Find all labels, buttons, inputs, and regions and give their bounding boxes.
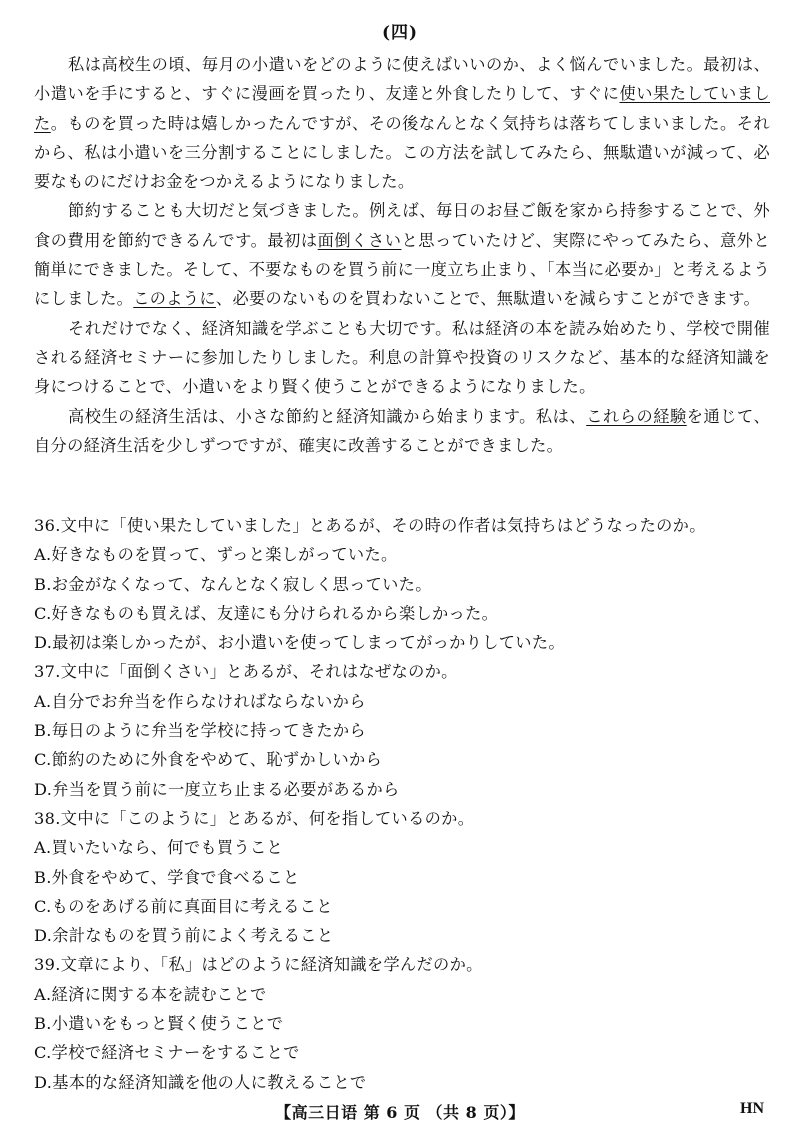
passage-text: 高校生の経済生活は、小さな節約と経済知識から始まります。私は、 [68, 406, 587, 426]
underlined-phrase: これらの経験 [586, 406, 687, 426]
question-stem: 38.文中に「このように」とあるが、何を指しているのか。 [34, 808, 475, 828]
question-38 [34, 804, 770, 950]
question-stem: 39.文章により、「私」はどのように経済知識を学んだのか。 [34, 955, 483, 975]
underlined-phrase: 使い果たしていました [34, 84, 770, 133]
passage-text: 節約することも大切だと気づきました。例えば、毎日のお昼ご飯を家から持参することで、外食の費用を節約できるんです。最初は [34, 201, 770, 250]
answer-option-b: B.お金がなくなって、なんとなく寂しく思っていた。 [34, 574, 432, 594]
question-36 [34, 511, 770, 657]
answer-option-d: D.弁当を買う前に一度立ち止まる必要があるから [34, 779, 400, 799]
question-39 [34, 950, 770, 1096]
passage-text: 、必要のないものを買わないことで、無駄遣いを減らすことができます。 [215, 289, 761, 309]
answer-option-d: D.最初は楽しかったが、お小遣いを使ってしまってがっかりしていた。 [34, 633, 565, 653]
answer-option-a: A.経済に関する本を読むことで [34, 984, 267, 1004]
question-37 [34, 657, 770, 803]
answer-option-b: B.小遣いをもっと賢く使うことで [34, 1014, 284, 1034]
answer-option-c: C.節約のために外食をやめて、恥ずかしいから [34, 750, 383, 770]
page-footer: 【高三日语 第 6 页 （共 8 页）】 [275, 1103, 525, 1122]
answer-option-c: C.学校で経済セミナーをすることで [34, 1043, 300, 1063]
passage-paragraph-3 [34, 314, 770, 402]
passage-text: を通じて、自分の経済生活を少しずつですが、確実に改善することができました。 [34, 406, 770, 455]
underlined-phrase: このように [133, 289, 216, 309]
region-code: HN [740, 1100, 764, 1117]
question-stem: 36.文中に「使い果たしていました」とあるが、その時の作者は気持ちはどうなったのか。 [34, 516, 706, 535]
answer-option-a: A.好きなものを買って、ずっと楽しがっていた。 [34, 545, 398, 565]
passage-paragraph-4 [34, 402, 770, 461]
section-title: (四) [381, 23, 419, 43]
underlined-phrase: 面倒くさい [317, 230, 402, 250]
passage-text: それだけでなく、経済知識を学ぶことも大切です。私は経済の本を読み始めたり、学校で開催される経済セミナーに参加したりしました。利息の計算や投資のリスクなど、基本的な経済知識を身につけることで、小遣いをより賢く使うことができるようになりました。 [34, 318, 770, 397]
answer-option-d: D.余計なものを買う前によく考えること [34, 926, 334, 946]
passage-text: と思っていたけど、実際にやってみたら、意外と簡単にできました。そして、不要なものを買う前に一度立ち止まり、「本当に必要か」と考えるようにしました。 [34, 230, 771, 309]
answer-option-b: B.毎日のように弁当を学校に持ってきたから [34, 721, 366, 741]
answer-option-d: D.基本的な経済知識を他の人に教えることで [34, 1072, 367, 1092]
reading-passage [34, 50, 770, 460]
passage-paragraph-1 [34, 50, 770, 196]
question-stem: 37.文中に「面倒くさい」とあるが、それはなぜなのか。 [34, 662, 458, 682]
answer-option-c: C.好きなものも買えば、友達にも分けられるから楽しかった。 [34, 603, 499, 623]
answer-option-a: A.買いたいなら、何でも買うこと [34, 838, 284, 858]
question-list [34, 511, 770, 1097]
answer-option-a: A.自分でお弁当を作らなければならないから [34, 691, 366, 711]
answer-option-b: B.外食をやめて、学食で食べること [34, 867, 300, 887]
answer-option-c: C.ものをあげる前に真面目に考えること [34, 896, 333, 916]
passage-paragraph-2 [34, 196, 770, 313]
passage-text: 。ものを買った時は嬉しかったんですが、その後なんとなく気持ちは落ちてしまいました。それから、私は小遣いを三分割することにしました。この方法を試してみたら、無駄遣いが減って、必要なものにだけお金をつかえるようになりました。 [34, 113, 770, 192]
passage-text: 私は高校生の頃、毎月の小遣いをどのように使えばいいのか、よく悩んでいました。最初は、小遣いを手にすると、すぐに漫画を買ったり、友達と外食したりして、すぐに [34, 55, 770, 104]
